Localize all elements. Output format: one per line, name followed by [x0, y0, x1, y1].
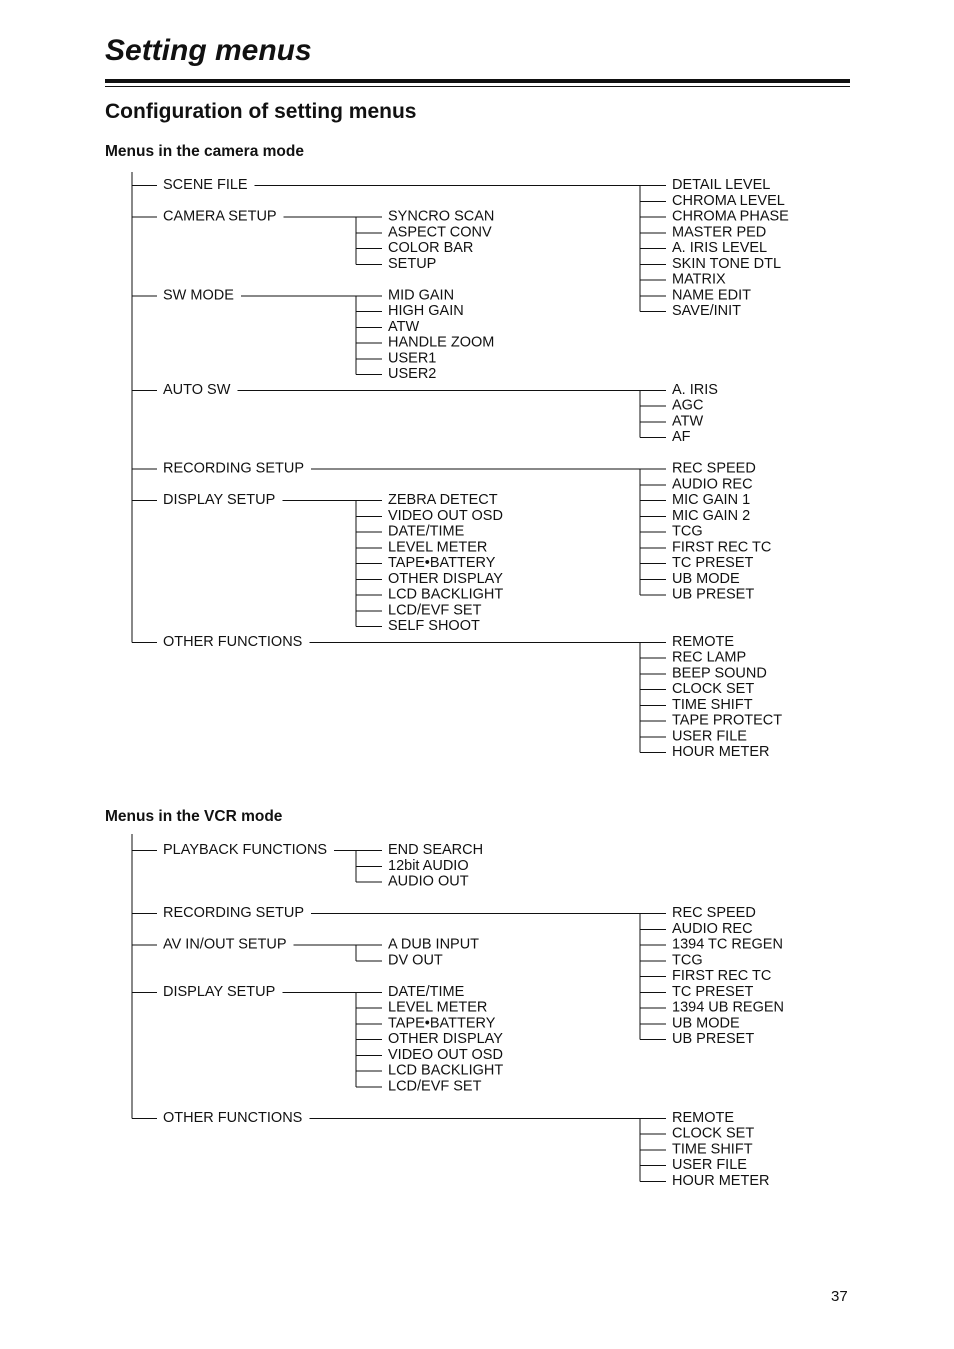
submenu-item-label: 1394 TC REGEN [672, 936, 783, 953]
submenu-item-label: DETAIL LEVEL [672, 177, 771, 193]
menu-label: CAMERA SETUP [163, 208, 277, 225]
submenu-item-label: BEEP SOUND [672, 665, 767, 682]
submenu-item-label: HIGH GAIN [388, 303, 464, 319]
menu-label: DISPLAY SETUP [163, 492, 276, 508]
submenu-item-label: SYNCRO SCAN [388, 208, 495, 225]
submenu-item-label: REMOTE [672, 1109, 735, 1126]
submenu-item-label: DATE/TIME [388, 523, 465, 540]
menu-label: SCENE FILE [163, 177, 248, 193]
submenu-item-label: TIME SHIFT [672, 696, 753, 713]
submenu-item-label: SKIN TONE DTL [672, 255, 782, 272]
submenu-item-label: TC PRESET [672, 555, 754, 571]
submenu-item-label: UB MODE [672, 570, 740, 587]
submenu-item-label: TIME SHIFT [672, 1141, 753, 1158]
menu-group [132, 287, 494, 382]
submenu-item-label: TCG [672, 523, 703, 540]
submenu-item-label: HANDLE ZOOM [388, 334, 495, 351]
menu-group [132, 842, 483, 890]
menu-group [132, 937, 479, 969]
submenu-item-label: AUDIO OUT [388, 873, 469, 890]
submenu-item-label: TCG [672, 952, 703, 969]
submenu-item-label: A. IRIS LEVEL [672, 240, 768, 256]
submenu-item-label: USER FILE [672, 728, 747, 745]
menu-label: AUTO SW [163, 381, 231, 398]
menu-label: DISPLAY SETUP [163, 983, 276, 1000]
submenu-item-label: LCD BACKLIGHT [388, 1062, 504, 1079]
submenu-item-label: ATW [672, 413, 704, 430]
submenu-item-label: MASTER PED [672, 224, 767, 241]
submenu-item-label: NAME EDIT [672, 287, 751, 304]
submenu-item-label: DV OUT [388, 952, 443, 969]
menu-group [132, 209, 494, 272]
submenu-item-label: AF [672, 429, 691, 445]
submenu-item-label: TAPE•BATTERY [388, 1015, 496, 1032]
section-heading: Configuration of setting menus [105, 100, 417, 123]
submenu-item-label: SETUP [388, 255, 437, 272]
submenu-item-label: 1394 UB REGEN [672, 999, 785, 1016]
menu-label: OTHER FUNCTIONS [163, 633, 303, 650]
menu-label: AV IN/OUT SETUP [163, 936, 287, 953]
submenu-item-label: USER2 [388, 366, 437, 382]
submenu-item-label: SELF SHOOT [388, 618, 480, 634]
submenu-item-label: LEVEL METER [388, 999, 488, 1016]
submenu-item-label: UB PRESET [672, 1031, 755, 1047]
submenu-item-label: REMOTE [672, 633, 735, 650]
submenu-item-label: TAPE•BATTERY [388, 555, 496, 571]
submenu-item-label: VIDEO OUT OSD [388, 507, 503, 524]
submenu-item-label: REC SPEED [672, 460, 756, 477]
page-number: 37 [831, 1288, 848, 1305]
submenu-item-label: UB MODE [672, 1015, 740, 1032]
submenu-item-label: USER FILE [672, 1157, 747, 1173]
submenu-item-label: TAPE PROTECT [672, 712, 783, 729]
menu-group [132, 382, 718, 445]
submenu-item-label: CHROMA LEVEL [672, 192, 785, 209]
submenu-item-label: USER1 [388, 350, 437, 367]
menu-label: RECORDING SETUP [163, 905, 304, 921]
submenu-item-label: AUDIO REC [672, 476, 753, 493]
camera-mode-tree [132, 172, 789, 760]
submenu-item-label: MIC GAIN 2 [672, 507, 751, 524]
menu-group [132, 984, 503, 1095]
camera-mode-heading: Menus in the camera mode [105, 143, 304, 160]
submenu-item-label: A DUB INPUT [388, 936, 480, 953]
submenu-item-label: A. IRIS [672, 381, 718, 398]
submenu-item-label: AUDIO REC [672, 920, 753, 937]
menu-label: PLAYBACK FUNCTIONS [163, 842, 328, 858]
menu-group [132, 492, 503, 634]
menu-label: RECORDING SETUP [163, 460, 304, 477]
page-title: Setting menus [105, 34, 312, 67]
submenu-item-label: UB PRESET [672, 586, 755, 603]
submenu-item-label: REC SPEED [672, 905, 756, 921]
submenu-item-label: CLOCK SET [672, 681, 755, 697]
submenu-item-label: VIDEO OUT OSD [388, 1046, 503, 1063]
submenu-item-label: TC PRESET [672, 983, 754, 1000]
submenu-item-label: FIRST REC TC [672, 539, 772, 556]
submenu-item-label: MIC GAIN 1 [672, 492, 751, 508]
submenu-item-label: AGC [672, 397, 704, 414]
menu-label: SW MODE [163, 287, 234, 304]
submenu-item-label: HOUR METER [672, 1172, 770, 1189]
vcr-mode-heading: Menus in the VCR mode [105, 808, 283, 825]
menu-group [132, 1110, 769, 1189]
submenu-item-label: MATRIX [672, 271, 726, 288]
menu-group [132, 634, 782, 760]
submenu-item-label: COLOR BAR [388, 240, 474, 256]
submenu-item-label: FIRST REC TC [672, 968, 772, 984]
submenu-item-label: ZEBRA DETECT [388, 492, 498, 508]
submenu-item-label: REC LAMP [672, 649, 747, 666]
submenu-item-label: 12bit AUDIO [388, 857, 469, 874]
menu-label: OTHER FUNCTIONS [163, 1109, 303, 1126]
submenu-item-label: OTHER DISPLAY [388, 570, 503, 587]
vcr-mode-tree [132, 834, 784, 1189]
submenu-item-label: MID GAIN [388, 287, 455, 304]
submenu-item-label: CLOCK SET [672, 1125, 755, 1142]
submenu-item-label: ATW [388, 318, 420, 335]
submenu-item-label: LCD BACKLIGHT [388, 586, 504, 603]
submenu-item-label: ASPECT CONV [388, 224, 492, 241]
submenu-item-label: LEVEL METER [388, 539, 488, 556]
submenu-item-label: LCD/EVF SET [388, 602, 482, 619]
submenu-item-label: OTHER DISPLAY [388, 1031, 503, 1047]
submenu-item-label: HOUR METER [672, 744, 770, 760]
submenu-item-label: DATE/TIME [388, 983, 465, 1000]
submenu-item-label: END SEARCH [388, 842, 484, 858]
submenu-item-label: SAVE/INIT [672, 303, 742, 319]
submenu-item-label: CHROMA PHASE [672, 208, 789, 225]
submenu-item-label: LCD/EVF SET [388, 1078, 482, 1095]
